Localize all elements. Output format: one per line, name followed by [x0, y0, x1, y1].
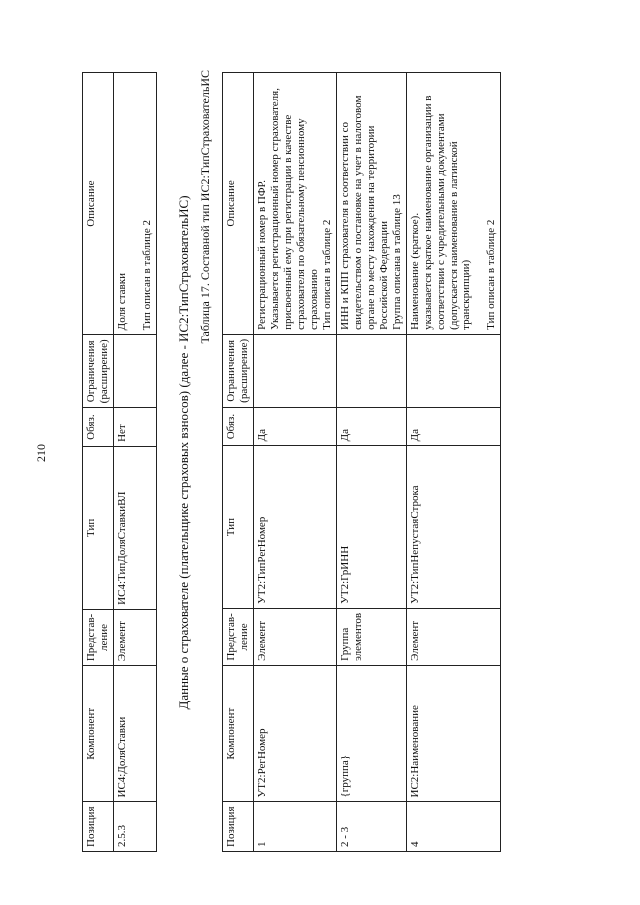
header-required: Обяз. [223, 407, 254, 445]
cell-position: 2 - 3 [336, 802, 406, 852]
cell-representation: Группа элементов [336, 608, 406, 665]
header-component: Компонент [223, 665, 254, 802]
cell-position: 2.5.3 [113, 802, 156, 852]
header-description: Описание [223, 73, 254, 335]
header-position: Позиция [83, 802, 114, 852]
header-component: Компонент [83, 666, 114, 802]
description-line: Наименование (краткое). [408, 212, 421, 330]
cell-type: УТ2:ТипНепустаяСтрока [406, 446, 501, 609]
cell-component: ИС4:ДоляСтавки [113, 666, 156, 802]
cell-limitations [336, 334, 406, 407]
cell-position: 4 [406, 802, 501, 852]
cell-limitations [406, 334, 501, 407]
header-description: Описание [83, 73, 114, 335]
cell-description [253, 73, 336, 335]
table-header-row [223, 73, 254, 852]
description-line: Тип описан в таблице 2 [485, 219, 498, 330]
cell-component: УТ2:РегНомер [253, 665, 336, 802]
cell-type: ИС4:ТипДоляСтавкиВЛ [113, 446, 156, 609]
cell-representation: Элемент [253, 608, 336, 665]
cell-required: Да [406, 407, 501, 445]
header-type: Тип [223, 446, 254, 609]
header-type: Тип [83, 446, 114, 609]
header-limitations: Ограничения (расширение) [223, 334, 254, 407]
cell-representation: Элемент [113, 609, 156, 665]
header-representation: Представ-ление [223, 608, 254, 665]
description-line: Тип описан в таблице 2 [140, 220, 153, 331]
page-number: 210 [34, 444, 48, 462]
cell-limitations [253, 334, 336, 407]
cell-representation: Элемент [406, 608, 501, 665]
header-position: Позиция [223, 802, 254, 852]
component-table-top [82, 72, 157, 852]
component-table-main [222, 72, 501, 852]
cell-type: УТ2:ГрИНН [336, 446, 406, 609]
table-caption: Таблица 17. Составной тип ИС2:ТипСтраховательИС [198, 70, 212, 344]
table-row [336, 73, 406, 852]
description-line: указывается краткое наименование организации в соответствии с учредительными документами (допускается наименование в латинской транскрипции) [421, 95, 473, 330]
description-line: Тип описан в таблице 2 [320, 219, 333, 330]
description-spacer [129, 77, 141, 330]
description-line: Доля ставки [115, 273, 128, 331]
cell-description [406, 73, 501, 335]
table-row [113, 73, 156, 852]
cell-description [113, 73, 156, 335]
table-header-row [83, 73, 114, 852]
description-line: Группа описана в таблице 13 [390, 194, 403, 330]
cell-component: {группа} [336, 665, 406, 802]
cell-required: Нет [113, 408, 156, 447]
cell-required: Да [253, 407, 336, 445]
cell-required: Да [336, 407, 406, 445]
cell-type: УТ2:ТипРегНомер [253, 446, 336, 609]
description-line: ИНН и КПП страхователя в соответствии со свидетельством о постановке на учет в налоговом органе по месту нахождения на территории Российской Федерации [338, 95, 390, 330]
cell-position: 1 [253, 802, 336, 852]
description-spacer [473, 77, 485, 330]
table-row [406, 73, 501, 852]
description-line: Регистрационный номер в ПФР. [255, 179, 268, 330]
header-representation: Представ-ление [83, 609, 114, 665]
cell-component: ИС2:Наименование [406, 665, 501, 802]
cell-limitations [113, 335, 156, 408]
description-line: Указывается регистрационный номер страхователя, присвоенный ему при регистрации в качестве страхователя по обязательному пенсионному страхованию [268, 88, 320, 330]
cell-description [336, 73, 406, 335]
header-limitations: Ограничения (расширение) [83, 335, 114, 408]
header-required: Обяз. [83, 408, 114, 447]
table-row [253, 73, 336, 852]
section-title: Данные о страхователе (плательщике страховых взносов) (далее - ИС2:ТипСтраховательИС) [176, 195, 191, 710]
